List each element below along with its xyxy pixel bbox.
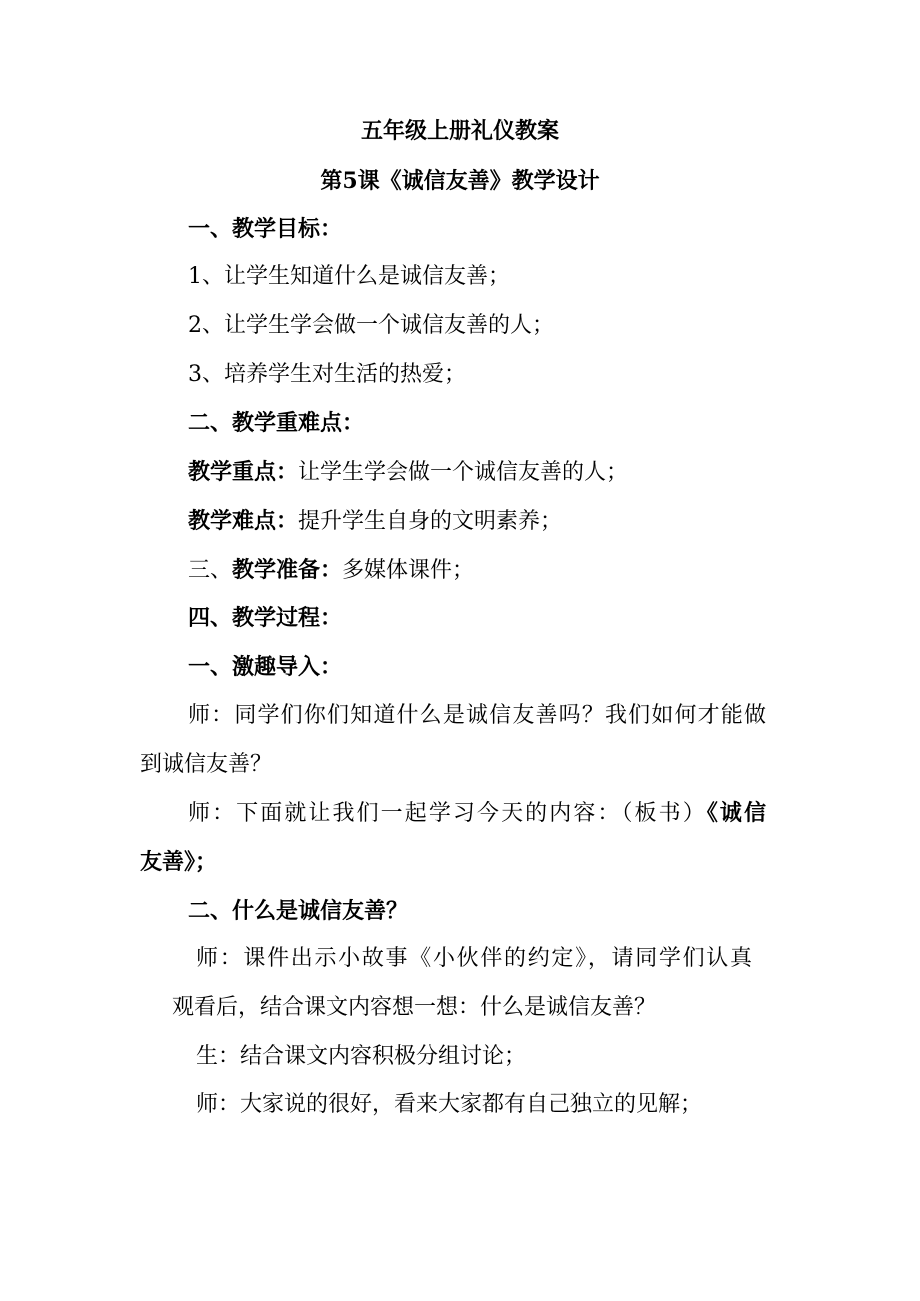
preparation-prefix: 三、 bbox=[188, 558, 233, 583]
process-heading: 四、教学过程： bbox=[188, 605, 343, 631]
paragraph-1-line-2: 到诚信友善？ bbox=[140, 752, 273, 777]
section-2-heading: 二、什么是诚信友善？ bbox=[188, 898, 409, 924]
key-point-label: 教学重点： bbox=[188, 459, 299, 485]
paragraph-1-line-1: 师：同学们你们知道什么是诚信友善吗？我们如何才能做 bbox=[188, 703, 766, 728]
paragraph-5: 师：大家说的很好，看来大家都有自己独立的见解； bbox=[196, 1092, 703, 1117]
preparation-line bbox=[188, 555, 474, 586]
difficulty-line bbox=[188, 506, 562, 537]
difficulty-label: 教学难点： bbox=[188, 508, 299, 534]
key-point-line bbox=[188, 457, 628, 488]
preparation-label: 教学准备： bbox=[232, 557, 343, 583]
preparation-text: 多媒体课件； bbox=[342, 558, 475, 583]
objective-item-2: 2、让学生学会做一个诚信友善的人； bbox=[188, 313, 554, 338]
paragraph-3-line-2: 观看后，结合课文内容想一想：什么是诚信友善？ bbox=[172, 995, 657, 1020]
paragraph-2-text: 师：下面就让我们一起学习今天的内容：（板书） bbox=[188, 801, 707, 826]
paragraph-2-line-2: 友善》； bbox=[140, 849, 218, 875]
difficulty-text: 提升学生自身的文明素养； bbox=[298, 509, 563, 534]
paragraph-4: 生：结合课文内容积极分组讨论； bbox=[196, 1044, 527, 1069]
objective-item-1: 1、让学生知道什么是诚信友善； bbox=[188, 264, 510, 289]
objective-item-3: 3、培养学生对生活的热爱； bbox=[188, 362, 466, 387]
document-title: 五年级上册礼仪教案 bbox=[360, 118, 559, 144]
document-subtitle: 第5课《诚信友善》教学设计 bbox=[320, 168, 600, 194]
paragraph-3-line-1: 师：课件出示小故事《小伙伴的约定》，请同学们认真 bbox=[196, 946, 752, 971]
objectives-heading: 一、教学目标： bbox=[188, 216, 343, 242]
key-point-text: 让学生学会做一个诚信友善的人； bbox=[298, 460, 629, 485]
paragraph-2-line-1 bbox=[188, 798, 766, 829]
paragraph-2-bold-title: 《诚信 bbox=[706, 800, 766, 826]
key-difficulty-heading: 二、教学重难点： bbox=[188, 410, 365, 436]
intro-heading: 一、激趣导入： bbox=[188, 654, 343, 680]
